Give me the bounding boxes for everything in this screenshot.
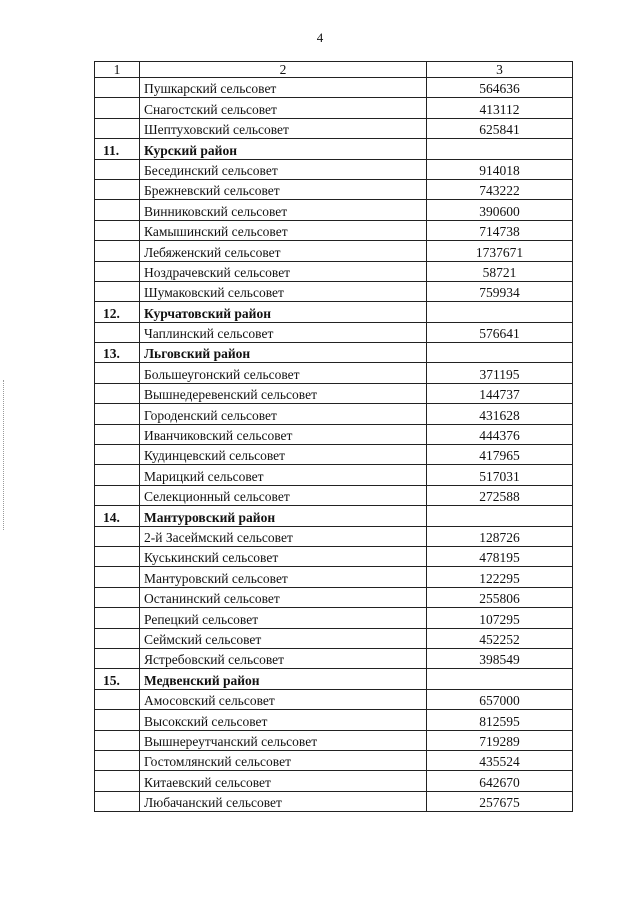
row-number xyxy=(95,98,140,118)
row-number xyxy=(95,281,140,301)
row-name: Китаевский сельсовет xyxy=(140,771,427,791)
header-col-1: 1 xyxy=(95,62,140,78)
row-name: Останинский сельсовет xyxy=(140,587,427,607)
district-header-row xyxy=(95,139,573,159)
row-number: 13. xyxy=(95,343,140,363)
header-col-2: 2 xyxy=(140,62,427,78)
table-row xyxy=(95,689,573,709)
table-row xyxy=(95,465,573,485)
district-header-row xyxy=(95,669,573,689)
row-value: 719289 xyxy=(427,730,573,750)
row-number xyxy=(95,628,140,648)
row-value: 576641 xyxy=(427,322,573,342)
row-value: 417965 xyxy=(427,445,573,465)
allocation-table xyxy=(94,61,573,812)
row-value: 144737 xyxy=(427,383,573,403)
row-number xyxy=(95,261,140,281)
row-value xyxy=(427,139,573,159)
table-row xyxy=(95,648,573,668)
row-name: Сеймский сельсовет xyxy=(140,628,427,648)
table-row xyxy=(95,281,573,301)
row-name: Репецкий сельсовет xyxy=(140,608,427,628)
table-row xyxy=(95,159,573,179)
table-row xyxy=(95,404,573,424)
row-number xyxy=(95,363,140,383)
row-value: 413112 xyxy=(427,98,573,118)
table-row xyxy=(95,424,573,444)
row-number xyxy=(95,159,140,179)
row-name: Брежневский сельсовет xyxy=(140,179,427,199)
row-number xyxy=(95,791,140,811)
row-number xyxy=(95,750,140,770)
row-name: Снагостский сельсовет xyxy=(140,98,427,118)
row-name: Вышнедеревенский сельсовет xyxy=(140,383,427,403)
table-row xyxy=(95,526,573,546)
table-header-row xyxy=(95,62,573,78)
table-row xyxy=(95,710,573,730)
row-number xyxy=(95,383,140,403)
table-row xyxy=(95,322,573,342)
header-col-3: 3 xyxy=(427,62,573,78)
row-value: 390600 xyxy=(427,200,573,220)
table-row xyxy=(95,445,573,465)
table-body xyxy=(95,78,573,812)
row-number xyxy=(95,730,140,750)
table-row xyxy=(95,567,573,587)
row-name: Медвенский район xyxy=(140,669,427,689)
row-value: 255806 xyxy=(427,587,573,607)
table-row xyxy=(95,179,573,199)
row-value: 517031 xyxy=(427,465,573,485)
row-name: Куськинский сельсовет xyxy=(140,546,427,566)
row-name: Мантуровский сельсовет xyxy=(140,567,427,587)
row-name: Амосовский сельсовет xyxy=(140,689,427,709)
row-name: Иванчиковский сельсовет xyxy=(140,424,427,444)
row-value: 58721 xyxy=(427,261,573,281)
row-number xyxy=(95,424,140,444)
row-name: Винниковский сельсовет xyxy=(140,200,427,220)
row-value: 122295 xyxy=(427,567,573,587)
row-number xyxy=(95,485,140,505)
row-name: Селекционный сельсовет xyxy=(140,485,427,505)
row-name: Любачанский сельсовет xyxy=(140,791,427,811)
row-name: Кудинцевский сельсовет xyxy=(140,445,427,465)
row-name: Лебяженский сельсовет xyxy=(140,241,427,261)
row-value: 431628 xyxy=(427,404,573,424)
row-value: 452252 xyxy=(427,628,573,648)
row-name: Мантуровский район xyxy=(140,506,427,526)
table-row xyxy=(95,78,573,98)
table-row xyxy=(95,771,573,791)
district-header-row xyxy=(95,506,573,526)
row-value: 743222 xyxy=(427,179,573,199)
table-row xyxy=(95,730,573,750)
row-name: Большеугонский сельсовет xyxy=(140,363,427,383)
row-number xyxy=(95,771,140,791)
scan-margin-mark xyxy=(3,380,5,530)
row-value: 257675 xyxy=(427,791,573,811)
row-number xyxy=(95,526,140,546)
row-name: Городенский сельсовет xyxy=(140,404,427,424)
row-number xyxy=(95,710,140,730)
row-number: 11. xyxy=(95,139,140,159)
row-number xyxy=(95,118,140,138)
table-row xyxy=(95,546,573,566)
row-value: 1737671 xyxy=(427,241,573,261)
row-name: Марицкий сельсовет xyxy=(140,465,427,485)
table-row xyxy=(95,363,573,383)
table-row xyxy=(95,587,573,607)
row-value: 444376 xyxy=(427,424,573,444)
row-number xyxy=(95,78,140,98)
row-name: 2-й Засеймский сельсовет xyxy=(140,526,427,546)
row-value xyxy=(427,343,573,363)
district-header-row xyxy=(95,343,573,363)
row-name: Шумаковский сельсовет xyxy=(140,281,427,301)
row-number xyxy=(95,465,140,485)
row-value: 625841 xyxy=(427,118,573,138)
row-value: 398549 xyxy=(427,648,573,668)
table-row xyxy=(95,200,573,220)
table-row xyxy=(95,628,573,648)
row-number xyxy=(95,546,140,566)
row-value: 914018 xyxy=(427,159,573,179)
row-value: 642670 xyxy=(427,771,573,791)
table-row xyxy=(95,485,573,505)
row-number xyxy=(95,445,140,465)
row-number xyxy=(95,608,140,628)
row-name: Бесединский сельсовет xyxy=(140,159,427,179)
row-number xyxy=(95,404,140,424)
row-value: 564636 xyxy=(427,78,573,98)
row-number xyxy=(95,179,140,199)
row-name: Ноздрачевский сельсовет xyxy=(140,261,427,281)
row-value: 435524 xyxy=(427,750,573,770)
row-number xyxy=(95,567,140,587)
row-value: 371195 xyxy=(427,363,573,383)
row-number xyxy=(95,220,140,240)
row-name: Пушкарский сельсовет xyxy=(140,78,427,98)
row-name: Высокский сельсовет xyxy=(140,710,427,730)
row-value xyxy=(427,506,573,526)
row-value: 759934 xyxy=(427,281,573,301)
table-row xyxy=(95,98,573,118)
table-row xyxy=(95,750,573,770)
row-number xyxy=(95,322,140,342)
row-name: Курчатовский район xyxy=(140,302,427,322)
page-number: 4 xyxy=(316,30,324,45)
row-number xyxy=(95,241,140,261)
table-row xyxy=(95,220,573,240)
row-name: Шептуховский сельсовет xyxy=(140,118,427,138)
table-row xyxy=(95,241,573,261)
row-value: 107295 xyxy=(427,608,573,628)
row-name: Вышнереутчанский сельсовет xyxy=(140,730,427,750)
row-number: 15. xyxy=(95,669,140,689)
row-number xyxy=(95,689,140,709)
row-value: 478195 xyxy=(427,546,573,566)
row-number xyxy=(95,648,140,668)
row-number: 12. xyxy=(95,302,140,322)
district-header-row xyxy=(95,302,573,322)
row-name: Чаплинский сельсовет xyxy=(140,322,427,342)
row-number xyxy=(95,200,140,220)
row-value: 128726 xyxy=(427,526,573,546)
row-name: Курский район xyxy=(140,139,427,159)
table-row xyxy=(95,608,573,628)
row-name: Ястребовский сельсовет xyxy=(140,648,427,668)
table-row xyxy=(95,118,573,138)
row-value: 812595 xyxy=(427,710,573,730)
table-row xyxy=(95,791,573,811)
row-value xyxy=(427,669,573,689)
table-row xyxy=(95,383,573,403)
row-value: 714738 xyxy=(427,220,573,240)
table-row xyxy=(95,261,573,281)
row-number xyxy=(95,587,140,607)
row-name: Льговский район xyxy=(140,343,427,363)
row-value xyxy=(427,302,573,322)
row-name: Камышинский сельсовет xyxy=(140,220,427,240)
row-value: 657000 xyxy=(427,689,573,709)
row-number: 14. xyxy=(95,506,140,526)
row-name: Гостомлянский сельсовет xyxy=(140,750,427,770)
row-value: 272588 xyxy=(427,485,573,505)
